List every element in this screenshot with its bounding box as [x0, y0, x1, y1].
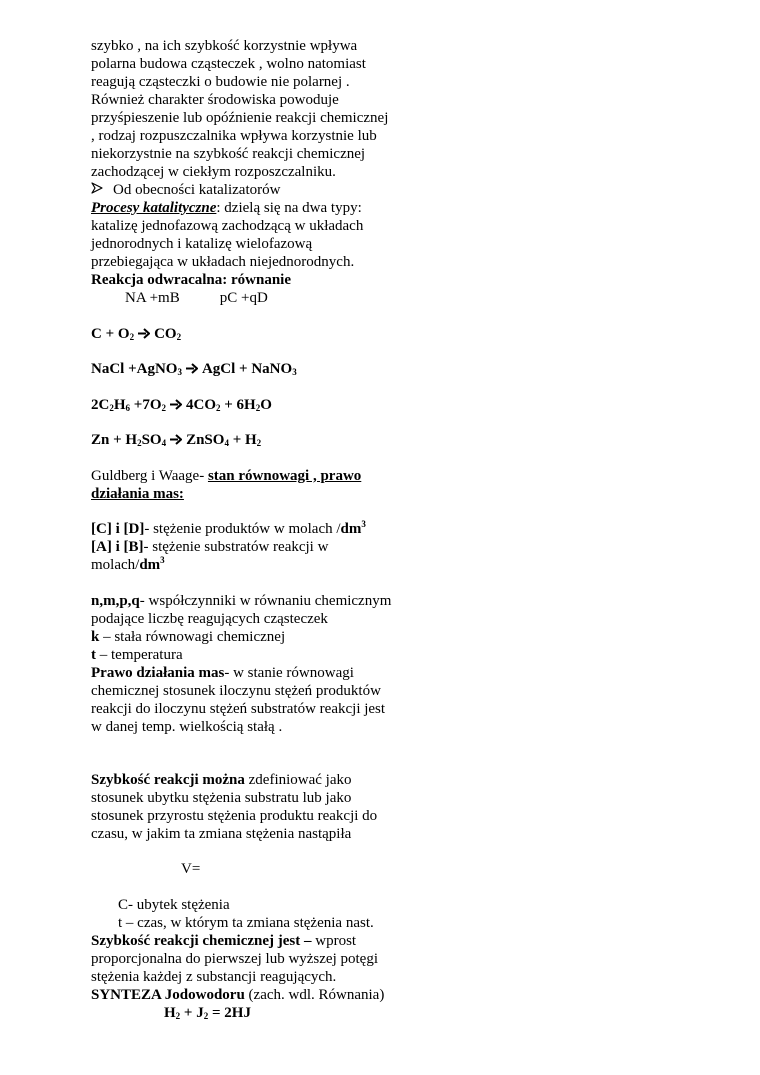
bullet-item [91, 181, 421, 199]
law-line: reakcji do iloczynu stężeń substratów reakcji jest [91, 700, 386, 717]
catalytic-line: jednorodnych i katalizę wielofazową [91, 236, 313, 252]
eq-text: NaCl +AgNO [91, 361, 178, 377]
eq-text: O [260, 396, 272, 413]
catalytic-line: katalizę jednofazową zachodzącą w układach [91, 218, 364, 234]
eq-sub: 2 [215, 402, 221, 413]
t-definition: t – czas, w którym ta zmiana stężenia nast. [118, 914, 374, 931]
reaction-arrow-icon [138, 325, 150, 343]
catalytic-line: przebiegająca w układach niejednorodnych. [91, 254, 355, 270]
law-line: chemicznej stosunek iloczynu stężeń produktów [91, 682, 381, 699]
conc-substrates-line-2 [91, 556, 421, 574]
intro-line: szybko , na ich szybkość korzystnie wpływa [91, 38, 358, 54]
arrowhead-bullet-icon [91, 181, 113, 199]
reaction-arrow-icon [170, 396, 182, 414]
eq-text: = 2HJ [208, 1004, 251, 1021]
conc-substrates-text: molach/ [91, 557, 140, 573]
equation-zinc [91, 431, 421, 449]
intro-line: Również charakter środowiska powoduje [91, 92, 339, 108]
eq-text: + J [180, 1004, 204, 1021]
eq-sub: 2 [161, 402, 166, 413]
eq-text: + H [228, 432, 257, 448]
eq-text: H [113, 396, 126, 413]
eq-sub: 6 [125, 402, 131, 413]
guldberg-lead: Guldberg i Waage- [91, 467, 208, 484]
conc-products-symbol: [C] i [D] [91, 521, 145, 537]
eq-sub: 2 [256, 438, 262, 448]
eq-text: AgCl + NaNO [201, 361, 293, 377]
conc-substrates-symbol: [A] i [B] [91, 539, 144, 555]
eq-text: ZnSO [186, 432, 225, 448]
eq-sub: 2 [175, 1010, 181, 1021]
intro-line: , rodzaj rozpuszczalnika wpływa korzystnie lub [91, 128, 377, 144]
conc-products-text: - stężenie produktów w molach / [144, 521, 341, 537]
eq-text: + 6H [220, 396, 256, 413]
rate-def-rest: zdefiniować jako [244, 771, 352, 788]
intro-line: reagują cząsteczki o budowie nie polarnej . [91, 74, 350, 90]
def-symbol: n,m,p,q [91, 592, 140, 609]
intro-line: niekorzystnie na szybkość reakcji chemicznej [91, 146, 366, 162]
intro-line: przyśpieszenie lub opóźnienie reakcji chemicznej [91, 110, 389, 126]
synthesis-term: SYNTEZA Jodowodoru [91, 986, 245, 1003]
eq-sub: 2 [129, 331, 135, 342]
unit: dm [340, 521, 362, 537]
eq-sub: 2 [137, 438, 142, 448]
eq-sub: 2 [255, 402, 261, 413]
law-line [91, 664, 421, 682]
eq-text: C + O [91, 325, 130, 342]
equation-carbon [91, 325, 421, 343]
law-term: Prawo działania mas [91, 664, 225, 681]
catalytic-rest: : dzielą się na dwa typy: [216, 200, 362, 216]
conc-products-line [91, 520, 421, 538]
guldberg-term: stan równowagi , prawo [207, 467, 362, 484]
bullet-text: Od obecności katalizatorów [113, 182, 281, 198]
rate-law-line [91, 932, 421, 950]
rate-law-line: proporcjonalna do pierwszej lub wyższej potęgi [91, 950, 378, 967]
eq-text: +7O [130, 396, 162, 413]
def-k [91, 628, 421, 646]
catalytic-term: Procesy katalityczne [91, 200, 217, 216]
def-text: – stała równowagi chemicznej [99, 628, 286, 645]
eq-sub: 4 [161, 438, 167, 448]
eq-text: 2C [91, 396, 110, 413]
eq-text: H [164, 1004, 176, 1021]
def-coefficients [91, 592, 421, 610]
equation-ethane [91, 396, 421, 414]
guldberg-term-cont: działania mas: [91, 485, 184, 502]
def-symbol: t [91, 646, 96, 663]
eq-sub: 4 [224, 438, 229, 448]
guldberg-line [91, 467, 421, 485]
c-definition: C- ubytek stężenia [118, 896, 230, 913]
equation-nacl [91, 360, 421, 378]
eq-sub: 3 [292, 367, 297, 377]
unit-exponent: 3 [160, 555, 165, 565]
rate-def-line [91, 771, 421, 789]
eq-sub: 3 [177, 367, 182, 377]
law-line: w danej temp. wielkością stałą . [91, 718, 283, 735]
intro-line: polarna budowa cząsteczek , wolno natomiast [91, 56, 366, 72]
catalytic-line [91, 199, 421, 217]
def-text: – temperatura [96, 646, 183, 663]
eq-text: Zn + H [91, 432, 138, 448]
def-symbol: k [91, 628, 100, 645]
rate-law-rest: wprost [311, 932, 357, 949]
hydrogen-iodide-equation [91, 1004, 421, 1022]
reaction-arrow-icon [170, 431, 182, 449]
eq-sub: 2 [176, 331, 182, 342]
conc-substrates-line [91, 538, 421, 556]
text-column [91, 37, 421, 1022]
conc-substrates-text: - stężenie substratów reakcji w [143, 539, 329, 555]
law-rest: - w stanie równowagi [224, 664, 354, 681]
rate-law-term: Szybkość reakcji chemicznej jest – [91, 932, 312, 949]
synthesis-line [91, 986, 421, 1004]
reversible-equation [91, 289, 421, 307]
eq-text: SO [141, 432, 162, 448]
def-coefficients-cont: podające liczbę reagujących cząsteczek [91, 610, 328, 627]
unit-exponent: 3 [361, 519, 366, 529]
reaction-arrow-icon [186, 360, 198, 378]
reversible-heading: Reakcja odwracalna: równanie [91, 272, 291, 288]
eq-sub: 2 [109, 402, 114, 413]
unit: dm [139, 557, 161, 573]
reversible-right: pC +qD [219, 290, 268, 306]
rate-def-term: Szybkość reakcji można [91, 771, 245, 788]
eq-text: CO [154, 325, 177, 342]
eq-text: 4CO [185, 396, 216, 413]
synthesis-rest: (zach. wdl. Równania) [244, 986, 385, 1003]
rate-def-line: czasu, w jakim ta zmiana stężenia nastąpiła [91, 825, 352, 842]
def-t [91, 646, 421, 664]
def-text: - współczynniki w równaniu chemicznym [139, 592, 392, 609]
eq-sub: 2 [203, 1010, 209, 1021]
velocity-equation: V= [181, 861, 201, 877]
intro-line: zachodzącej w ciekłym rozposzczalniku. [91, 164, 336, 180]
reversible-left: NA +mB [125, 290, 180, 306]
rate-def-line: stosunek ubytku stężenia substratu lub jako [91, 789, 352, 806]
rate-law-line: stężenia każdej z substancji reagujących. [91, 968, 337, 985]
rate-def-line: stosunek przyrostu stężenia produktu reakcji do [91, 807, 378, 824]
